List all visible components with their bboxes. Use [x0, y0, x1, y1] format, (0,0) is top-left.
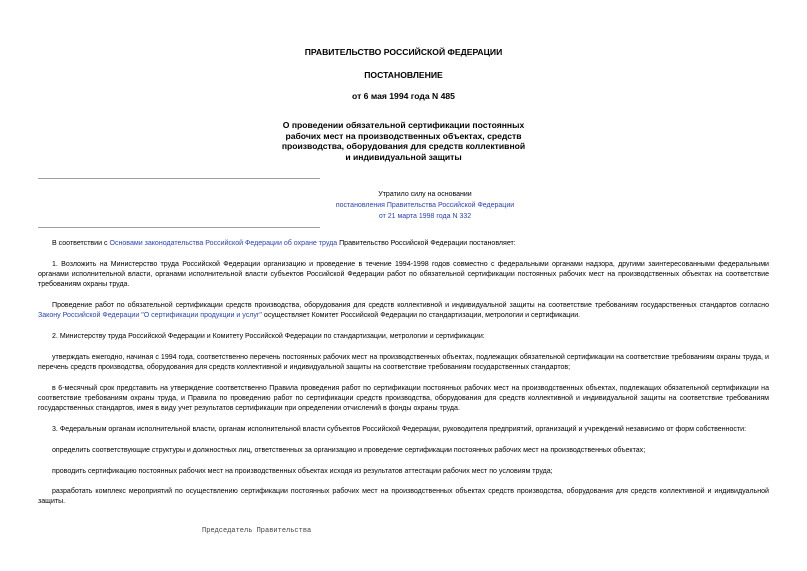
government-heading: ПРАВИТЕЛЬСТВО РОССИЙСКОЙ ФЕДЕРАЦИИ	[304, 47, 503, 57]
paragraph-2-2: в 6-месячный срок представить на утверждение соответственно Правила проведения работ по сертификации постоянных рабочих мест на производственных объектах, подлежащих обязательной сертификации на соответствие требованиям охраны труда, и Правила по проведению работ по сертификации средств производства, оборудования для средств коллективной и индивидуальной защиты на соответствие требованиям государственных стандартов, имея в виду учет результатов сертификации при определении отчислений в фонды охраны труда.	[38, 385, 769, 412]
paragraph-text: Правительство Российской Федерации постановляет:	[337, 240, 516, 247]
signature-line: Председатель Правительства	[202, 527, 312, 535]
status-note-link[interactable]: постановления Правительства Российской Федерации	[335, 202, 515, 209]
divider-bottom	[38, 227, 320, 228]
paragraph-preamble	[38, 239, 769, 249]
document-title	[250, 120, 557, 162]
paragraph-3: 3. Федеральным органам исполнительной власти, органам исполнительной власти субъектов Российской Федерации, руководителя предприятий, организаций и учреждений независимо от форм собственности:	[52, 426, 747, 433]
paragraph-2-1: утверждать ежегодно, начиная с 1994 года, соответственно перечень постоянных рабочих мест на производственных объектах, подлежащих обязательной сертификации на соответствие требованиям охраны труда, и перечень средств производства, оборудования для средств коллективной и индивидуальной защиты на соответствие требованиям государственных стандартов;	[38, 354, 769, 371]
status-note-link-date[interactable]: от 21 марта 1998 года N 332	[378, 213, 472, 220]
paragraph-3-1: определить соответствующие структуры и должностных лиц, ответственных за организацию и проведение сертификации постоянных рабочих мест на производственных объектах;	[52, 447, 646, 454]
paragraph-2: 2. Министерству труда Российской Федерации и Комитету Российской Федерации по стандартизации, метрологии и сертификации:	[52, 333, 485, 340]
paragraph-3-3: разработать комплекс мероприятий по осуществлению сертификации постоянных рабочих мест на производственных объектах средств производства, оборудования для средств коллективной и индивидуальной защиты.	[38, 488, 769, 505]
paragraph-text: Проведение работ по обязательной сертификации средств производства, оборудования для средств коллективной и индивидуальной защиты на соответствие требованиям государственных стандартов согласно	[52, 302, 769, 309]
certification-law-link[interactable]: Закону Российской Федерации "О сертификации продукции и услуг"	[38, 312, 262, 319]
title-line: рабочих мест на производственных объектах, средств	[285, 130, 522, 141]
paragraph-1-2	[38, 301, 769, 321]
law-basics-link[interactable]: Основами законодательства Российской Федерации об охране труда	[109, 240, 338, 247]
document-kind: ПОСТАНОВЛЕНИЕ	[364, 70, 443, 80]
divider-top	[38, 178, 320, 179]
paragraph-text: осуществляет Комитет Российской Федерации по стандартизации, метрологии и сертификации.	[261, 312, 581, 319]
document-date-number: от 6 мая 1994 года N 485	[352, 91, 455, 101]
title-line: О проведении обязательной сертификации постоянных	[282, 120, 525, 130]
paragraph-text: В соответствии с	[52, 240, 110, 247]
title-line: производства, оборудования для средств коллективной	[281, 141, 526, 151]
paragraph-3-2: проводить сертификацию постоянных рабочих мест на производственных объектах исходя из результатов аттестации рабочих мест по условиям труда;	[52, 468, 553, 475]
status-note-text: Утратило силу на основании	[378, 191, 472, 198]
paragraph-1: 1. Возложить на Министерство труда Российской Федерации организацию и проведение в течение 1994-1998 годов совместно с федеральными органами надзора, другими заинтересованными федеральными органами исполнительной власти, органами исполнительной власти субъектов Российской Федерации работ по обязательной сертификации постоянных рабочих мест на производственных объектах на соответствие требованиям охраны труда.	[38, 261, 769, 288]
title-line: и индивидуальной защиты	[345, 151, 462, 162]
